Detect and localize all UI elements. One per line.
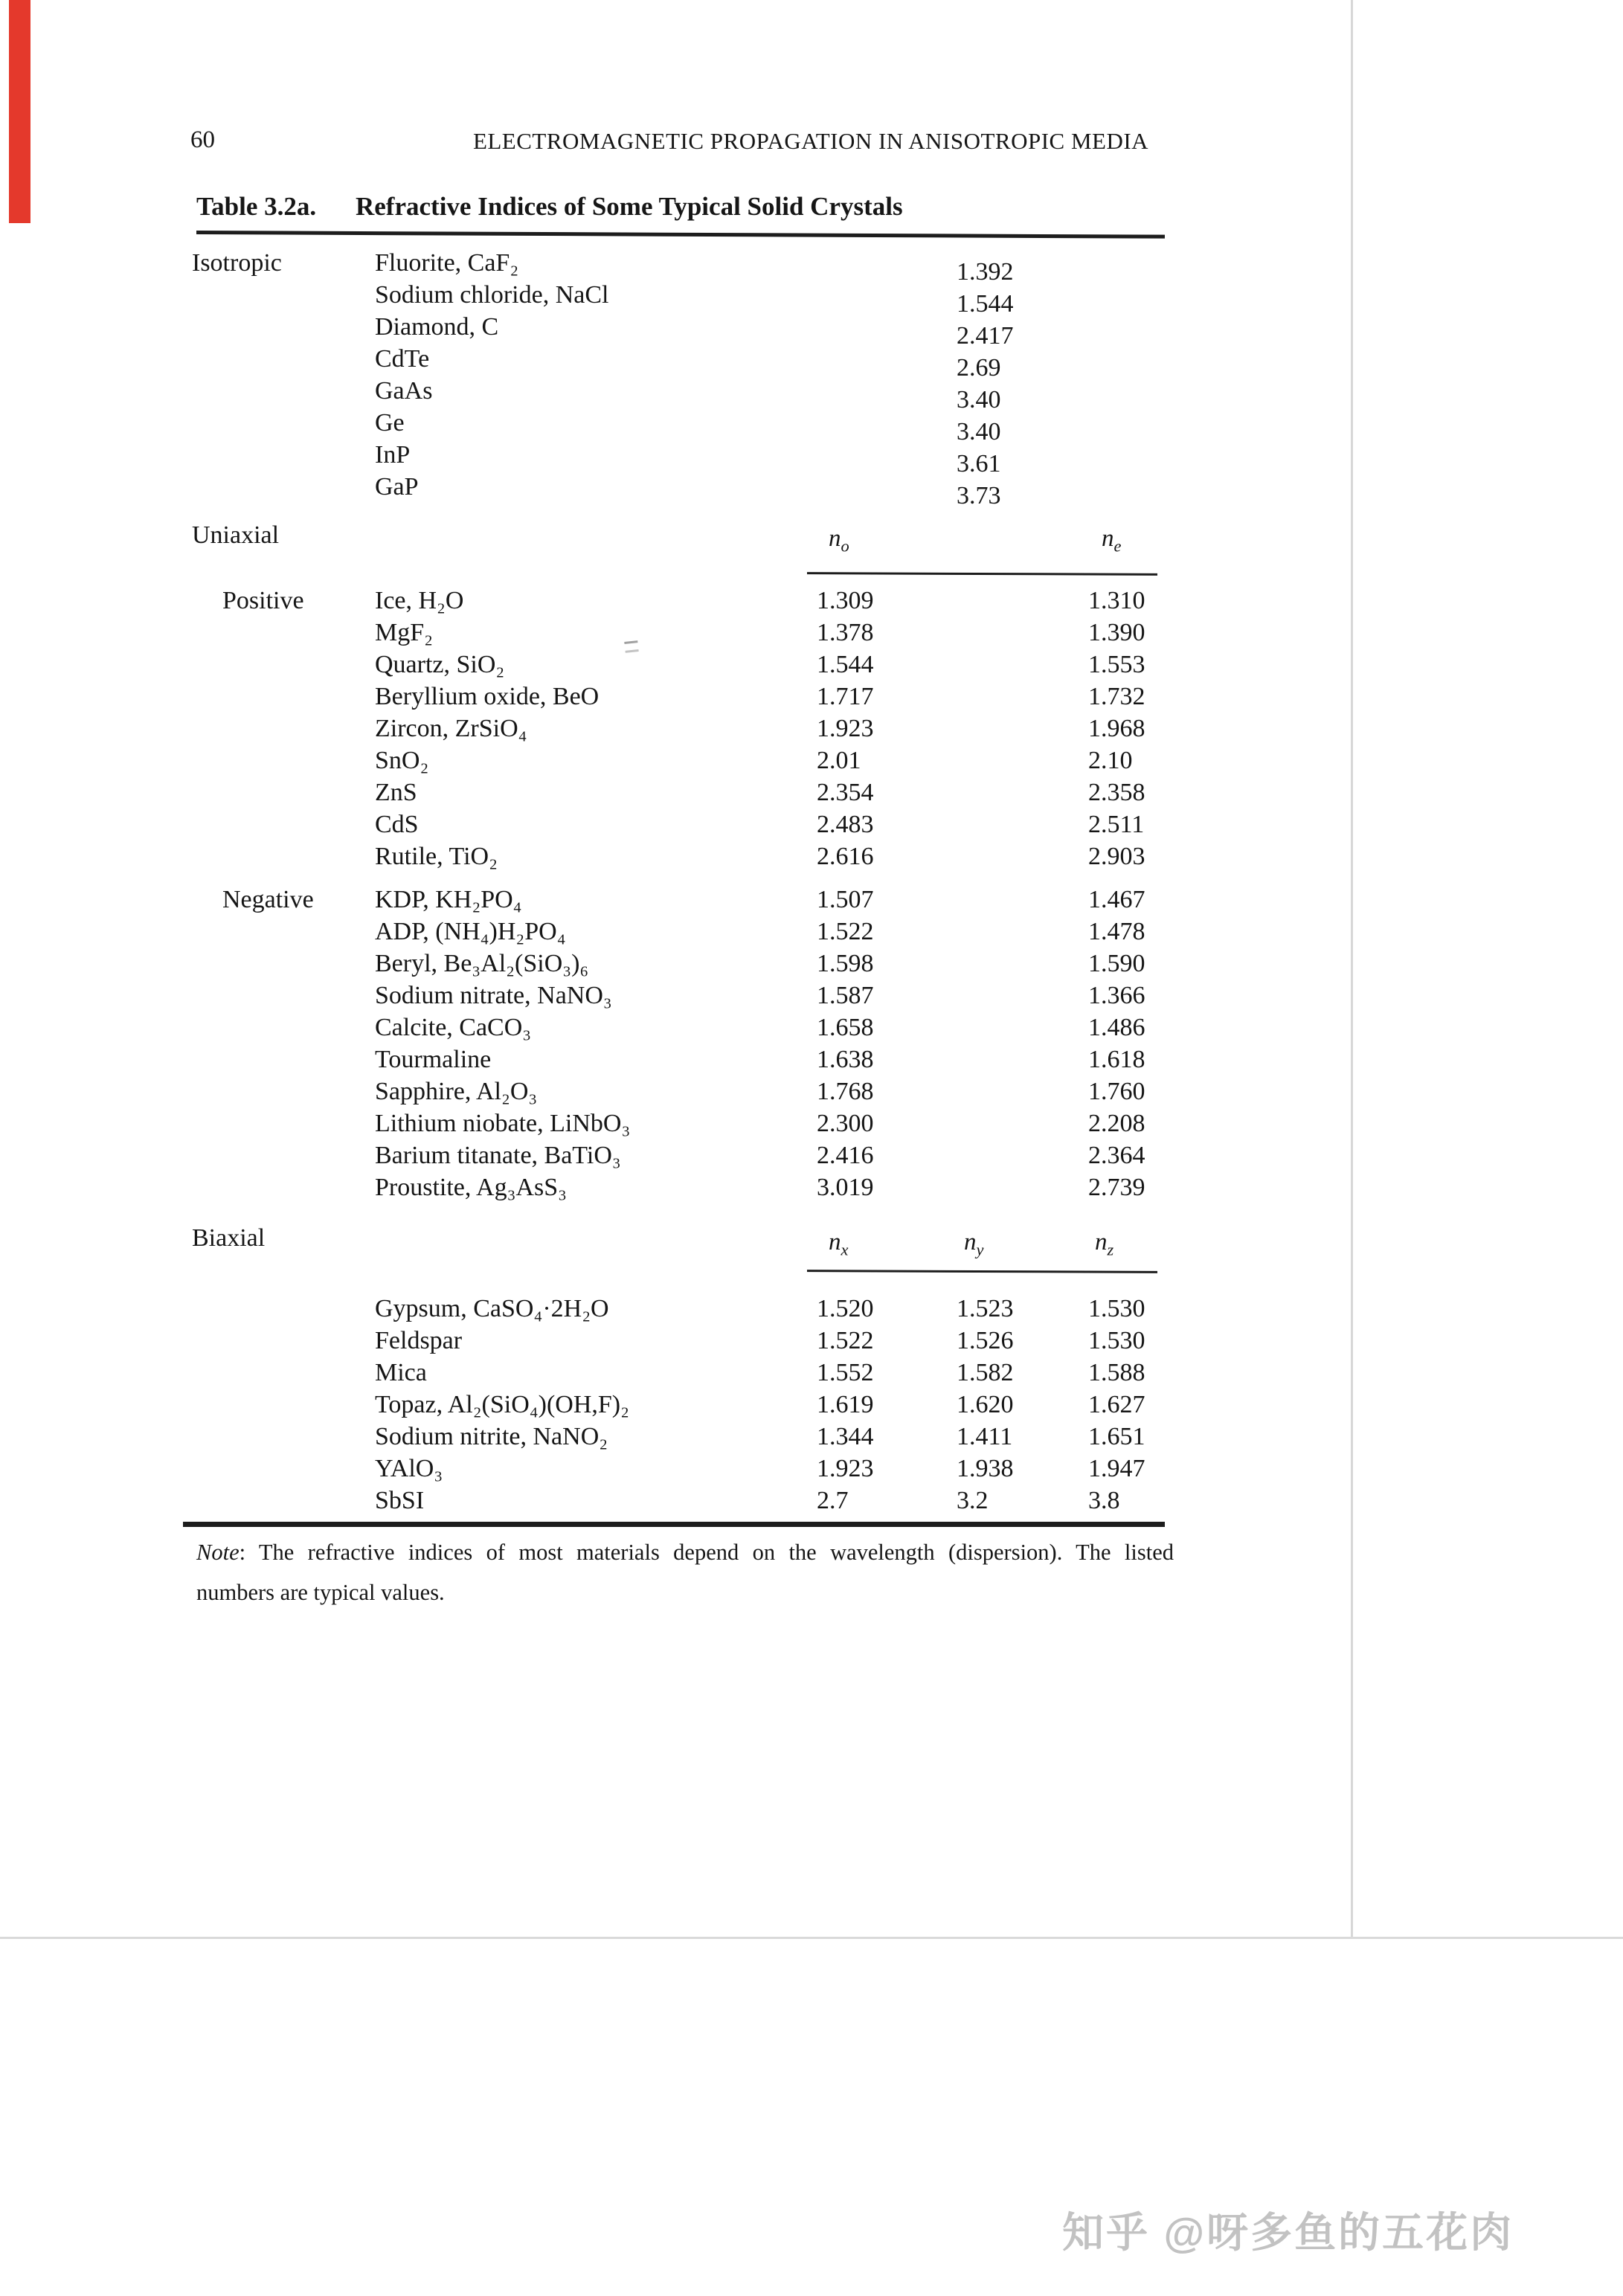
refractive-index-value: 1.544	[957, 290, 1014, 318]
refractive-index-value: 2.616	[817, 843, 874, 870]
table-row	[0, 1422, 1623, 1453]
refractive-index-value: 2.69	[957, 354, 1001, 382]
material-name: Calcite, CaCO₃	[375, 1014, 532, 1041]
refractive-index-value: 2.483	[817, 811, 874, 838]
refractive-index-value: 2.01	[817, 747, 861, 774]
section-label-isotropic: Isotropic	[192, 249, 282, 277]
table-row	[0, 650, 1623, 681]
refractive-index-value: 3.40	[957, 418, 1001, 446]
material-name: ADP, (NH₄)H₂PO₄	[375, 918, 566, 945]
material-name: Barium titanate, BaTiO₃	[375, 1142, 621, 1169]
material-name: ZnS	[375, 779, 417, 806]
material-name: Quartz, SiO₂	[375, 651, 505, 678]
table-row	[0, 440, 1623, 477]
refractive-index-value: 1.486	[1088, 1014, 1145, 1041]
refractive-index-value: 1.526	[957, 1327, 1014, 1354]
material-name: Fluorite, CaF₂	[375, 249, 519, 277]
material-name: Rutile, TiO₂	[375, 843, 498, 870]
table-row	[0, 1109, 1623, 1140]
refractive-index-value: 1.620	[957, 1391, 1014, 1418]
refractive-index-value: 2.354	[817, 779, 874, 806]
table-row	[0, 682, 1623, 713]
table-row	[0, 248, 1623, 286]
material-name: Ice, H₂O	[375, 587, 464, 614]
running-head: ELECTROMAGNETIC PROPAGATION IN ANISOTROPIC MEDIA	[472, 128, 1149, 154]
refractive-index-value: 1.923	[817, 1455, 874, 1482]
table-row	[0, 312, 1623, 350]
column-header-ne: $n_e$	[1102, 525, 1122, 556]
refractive-index-value: 1.590	[1088, 950, 1145, 977]
refractive-index-value: 1.530	[1088, 1327, 1145, 1354]
material-name: Tourmaline	[375, 1046, 492, 1073]
material-name: Sapphire, Al₂O₃	[375, 1078, 538, 1105]
refractive-index-value: 1.523	[957, 1295, 1014, 1322]
table-row	[0, 949, 1623, 980]
refractive-index-value: 2.739	[1088, 1174, 1145, 1201]
table-row	[0, 1390, 1623, 1421]
table-title: Refractive Indices of Some Typical Solid Crystals	[356, 192, 903, 221]
refractive-index-value: 1.588	[1088, 1359, 1145, 1386]
table-row	[0, 917, 1623, 948]
table-note-line2: numbers are typical values.	[196, 1580, 445, 1605]
table-row	[0, 472, 1623, 509]
section-label-positive: Positive	[222, 587, 304, 614]
refractive-index-value: 3.61	[957, 450, 1001, 477]
refractive-index-value: 2.358	[1088, 779, 1145, 806]
refractive-index-value: 2.300	[817, 1110, 874, 1137]
table-row	[0, 586, 1623, 617]
material-name: Ge	[375, 409, 405, 437]
table-top-rule	[196, 231, 1165, 239]
material-name: CdTe	[375, 345, 430, 373]
refractive-index-value: 3.40	[957, 386, 1001, 414]
refractive-index-value: 1.378	[817, 619, 874, 646]
material-name: Sodium nitrite, NaNO₂	[375, 1423, 608, 1450]
refractive-index-value: 1.553	[1088, 651, 1145, 678]
refractive-index-value: 1.587	[817, 982, 874, 1009]
material-name: Beryl, Be₃Al₂(SiO₃)₆	[375, 950, 589, 977]
column-header-nx: $n_x$	[829, 1229, 849, 1259]
material-name: CdS	[375, 811, 419, 838]
table-row	[0, 885, 1623, 916]
refractive-index-value: 3.019	[817, 1174, 874, 1201]
refractive-index-value: 1.947	[1088, 1455, 1145, 1482]
material-name: InP	[375, 441, 411, 469]
table-row	[0, 1486, 1623, 1517]
table-row	[0, 1358, 1623, 1389]
refractive-index-value: 2.903	[1088, 843, 1145, 870]
refractive-index-value: 1.522	[817, 1327, 874, 1354]
material-name: YAlO₃	[375, 1455, 443, 1482]
refractive-index-value: 1.544	[817, 651, 874, 678]
section-label-biaxial: Biaxial	[192, 1224, 266, 1252]
table-row	[0, 1173, 1623, 1204]
refractive-index-value: 1.619	[817, 1391, 874, 1418]
refractive-index-value: 1.507	[817, 886, 874, 913]
table-row	[0, 618, 1623, 649]
refractive-index-value: 1.923	[817, 715, 874, 742]
material-name: GaP	[375, 473, 419, 501]
refractive-index-value: 1.732	[1088, 683, 1145, 710]
refractive-index-value: 1.651	[1088, 1423, 1145, 1450]
table-row	[0, 408, 1623, 446]
table-row	[0, 1326, 1623, 1357]
table-row	[0, 981, 1623, 1012]
table-row	[0, 746, 1623, 777]
table-row	[0, 714, 1623, 745]
refractive-index-value: 3.8	[1088, 1487, 1120, 1514]
refractive-index-value: 1.411	[957, 1423, 1013, 1450]
material-name: Topaz, Al₂(SiO₄)(OH,F)₂	[375, 1391, 629, 1418]
refractive-index-value: 1.366	[1088, 982, 1145, 1009]
refractive-index-value: 1.582	[957, 1359, 1014, 1386]
refractive-index-value: 1.968	[1088, 715, 1145, 742]
material-name: GaAs	[375, 377, 433, 405]
material-name: Zircon, ZrSiO₄	[375, 715, 527, 742]
material-name: Mica	[375, 1359, 427, 1386]
refractive-index-value: 1.768	[817, 1078, 874, 1105]
refractive-index-value: 1.344	[817, 1423, 874, 1450]
material-name: Sodium nitrate, NaNO₃	[375, 982, 612, 1009]
table-label: Table 3.2a.	[196, 192, 317, 221]
note-label: Note	[196, 1540, 240, 1565]
table-row	[0, 1045, 1623, 1076]
refractive-index-value: 1.520	[817, 1295, 874, 1322]
refractive-index-value: 2.208	[1088, 1110, 1145, 1137]
refractive-index-value: 3.73	[957, 482, 1001, 509]
material-name: Gypsum, CaSO₄·2H₂O	[375, 1295, 609, 1322]
refractive-index-value: 1.390	[1088, 619, 1145, 646]
material-name: SnO₂	[375, 747, 429, 774]
column-header-no: $n_o$	[829, 525, 849, 556]
table-note-line1	[196, 1540, 1174, 1566]
table-row	[0, 1454, 1623, 1485]
refractive-index-value: 1.627	[1088, 1391, 1145, 1418]
table-row	[0, 1013, 1623, 1044]
section-label-negative: Negative	[222, 886, 314, 913]
material-name: Lithium niobate, LiNbO₃	[375, 1110, 631, 1137]
table-row	[0, 778, 1623, 809]
refractive-index-value: 1.309	[817, 587, 874, 614]
table-row	[0, 842, 1623, 873]
material-name: SbSI	[375, 1487, 425, 1514]
zhihu-watermark: 知乎 @呀多鱼的五花肉	[1062, 2209, 1514, 2256]
table-bottom-rule	[183, 1522, 1165, 1527]
table-row	[0, 1077, 1623, 1108]
table-row	[0, 1141, 1623, 1172]
refractive-index-value: 2.511	[1088, 811, 1145, 838]
refractive-index-value: 2.417	[957, 322, 1014, 350]
refractive-index-value: 2.364	[1088, 1142, 1145, 1169]
refractive-index-value: 1.467	[1088, 886, 1145, 913]
refractive-index-value: 1.938	[957, 1455, 1014, 1482]
refractive-index-value: 2.10	[1088, 747, 1133, 774]
table-row	[0, 810, 1623, 841]
section-label-uniaxial: Uniaxial	[192, 521, 280, 549]
refractive-index-value: 1.638	[817, 1046, 874, 1073]
material-name: MgF₂	[375, 619, 433, 646]
refractive-index-value: 2.416	[817, 1142, 874, 1169]
material-name: Beryllium oxide, BeO	[375, 683, 600, 710]
material-name: KDP, KH₂PO₄	[375, 886, 522, 913]
refractive-index-value: 1.392	[957, 258, 1014, 286]
column-header-nz: $n_z$	[1095, 1229, 1114, 1259]
scan-artifact-red-bar	[9, 0, 30, 223]
uniaxial-header-rule	[807, 572, 1157, 576]
page-edge-horizontal-line	[0, 1937, 1623, 1939]
biaxial-header-rule	[807, 1270, 1157, 1273]
material-name: Proustite, Ag₃AsS₃	[375, 1174, 567, 1201]
refractive-index-value: 1.522	[817, 918, 874, 945]
refractive-index-value: 1.310	[1088, 587, 1145, 614]
refractive-index-value: 1.552	[817, 1359, 874, 1386]
refractive-index-value: 1.658	[817, 1014, 874, 1041]
table-row	[0, 280, 1623, 318]
material-name: Sodium chloride, NaCl	[375, 281, 609, 309]
refractive-index-value: 1.760	[1088, 1078, 1145, 1105]
page-number: 60	[190, 126, 215, 153]
refractive-index-value: 3.2	[957, 1487, 989, 1514]
material-name: Diamond, C	[375, 313, 499, 341]
refractive-index-value: 1.618	[1088, 1046, 1145, 1073]
material-name: Feldspar	[375, 1327, 463, 1354]
column-header-ny: $n_y$	[964, 1229, 984, 1259]
refractive-index-value: 1.478	[1088, 918, 1145, 945]
refractive-index-value: 1.717	[817, 683, 874, 710]
table-row	[0, 344, 1623, 382]
note-text: : The refractive indices of most materials depend on the wavelength (dispersion). The listed	[239, 1540, 1174, 1565]
refractive-index-value: 2.7	[817, 1487, 849, 1514]
refractive-index-value: 1.530	[1088, 1295, 1145, 1322]
table-row	[0, 1294, 1623, 1325]
refractive-index-value: 1.598	[817, 950, 874, 977]
table-row	[0, 376, 1623, 414]
